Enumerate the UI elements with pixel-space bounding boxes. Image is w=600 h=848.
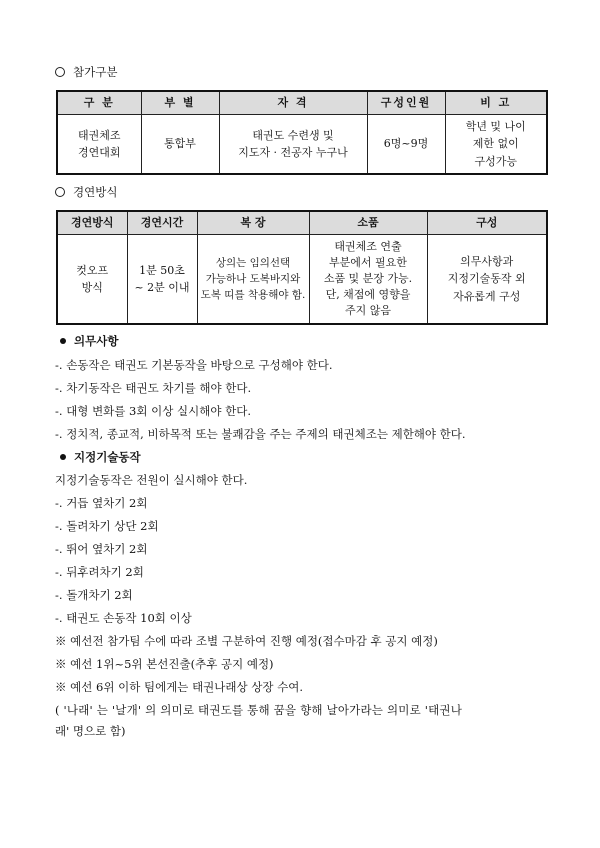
header-cell: 소품 bbox=[309, 211, 427, 235]
list-item: -. 거듭 옆차기 2회 bbox=[55, 496, 148, 510]
props-cell bbox=[309, 235, 427, 325]
table-header-row bbox=[57, 211, 547, 235]
cell-line: 자유롭게 구성 bbox=[453, 289, 521, 303]
list-item: -. 뛰어 옆차기 2회 bbox=[55, 542, 148, 556]
cell-line: 태권도 수련생 및 bbox=[252, 128, 334, 142]
cell-line: 제한 없이 bbox=[472, 137, 519, 151]
header-cell: 구성인원 bbox=[367, 91, 445, 115]
section-title: 참가구분 bbox=[73, 65, 118, 79]
section-method-heading bbox=[55, 184, 117, 200]
cell-line: 구성가능 bbox=[474, 154, 517, 168]
members-cell: 6명~9명 bbox=[367, 115, 445, 175]
cell-line: 도복 띠를 착용해야 함. bbox=[200, 289, 306, 302]
list-item: -. 돌려차기 상단 2회 bbox=[55, 519, 159, 533]
method-cell bbox=[57, 235, 127, 325]
header-cell: 복 장 bbox=[197, 211, 309, 235]
cell-line: 학년 및 나이 bbox=[465, 120, 526, 134]
header-cell: 구 분 bbox=[57, 91, 141, 115]
cell-line: 단, 채점에 영향을 bbox=[325, 287, 411, 301]
bullet-icon bbox=[60, 454, 66, 460]
cell-line: 경연대회 bbox=[77, 146, 121, 159]
list-item: -. 돌개차기 2회 bbox=[55, 588, 133, 602]
list-item: -. 뒤후려차기 2회 bbox=[55, 565, 144, 579]
cell-line: 컷오프 bbox=[76, 263, 109, 277]
header-cell: 비 고 bbox=[445, 91, 547, 115]
list-item: -. 차기동작은 태권도 차기를 해야 한다. bbox=[55, 381, 252, 395]
section-title: 경연방식 bbox=[73, 185, 118, 199]
cell-line: 소품 및 분장 가능. bbox=[323, 272, 413, 286]
list-item: -. 태권도 손동작 10회 이상 bbox=[55, 611, 192, 625]
cell-line: 부분에서 필요한 bbox=[329, 256, 407, 270]
cell-line: 방식 bbox=[81, 281, 103, 294]
note-line: ※ 예선 6위 이하 팀에게는 태권나래상 상장 수여. bbox=[55, 680, 304, 694]
header-cell: 경연시간 bbox=[127, 211, 197, 235]
attire-cell bbox=[197, 235, 309, 325]
mandatory-heading bbox=[60, 333, 118, 349]
composition-cell bbox=[427, 235, 547, 325]
circle-bullet-icon bbox=[55, 187, 65, 197]
header-cell: 구성 bbox=[427, 211, 547, 235]
method-table bbox=[56, 210, 548, 325]
list-item: -. 대형 변화를 3회 이상 실시해야 한다. bbox=[55, 404, 251, 418]
cell-line: 의무사항과 bbox=[460, 255, 514, 269]
division-cell: 통합부 bbox=[141, 115, 219, 175]
section-participation-heading bbox=[55, 64, 117, 80]
heading-text: 의무사항 bbox=[74, 334, 119, 348]
note-line: ※ 예선전 참가팀 수에 따라 조별 구분하여 진행 예정(접수마감 후 공지 예정) bbox=[55, 634, 438, 648]
time-cell bbox=[127, 235, 197, 325]
note-line: ※ 예선 1위~5위 본선진출(추후 공지 예정) bbox=[55, 657, 274, 671]
header-cell: 자 격 bbox=[219, 91, 367, 115]
intro-text: 지정기술동작은 전원이 실시해야 한다. bbox=[55, 473, 248, 487]
qualification-cell bbox=[219, 115, 367, 175]
table-header-row bbox=[57, 91, 547, 115]
cell-line: 지정기술동작 외 bbox=[447, 272, 526, 286]
category-cell bbox=[57, 115, 141, 175]
cell-line: 가능하나 도복바지와 bbox=[205, 272, 301, 285]
cell-line: 지도자 · 전공자 누구나 bbox=[238, 146, 348, 159]
header-cell: 경연방식 bbox=[57, 211, 127, 235]
designated-heading bbox=[60, 449, 141, 465]
table-row bbox=[57, 235, 547, 325]
cell-line: 주지 않음 bbox=[344, 303, 391, 317]
footnote-line: 래' 명으로 함) bbox=[55, 724, 126, 738]
cell-line: 태권체조 bbox=[77, 128, 121, 142]
heading-text: 지정기술동작 bbox=[74, 450, 141, 464]
bullet-icon bbox=[60, 338, 66, 344]
circle-bullet-icon bbox=[55, 67, 65, 77]
cell-line: 상의는 임의선택 bbox=[215, 256, 291, 269]
list-item: -. 정치적, 종교적, 비하목적 또는 불쾌감을 주는 주제의 태권체조는 제한해야 한다. bbox=[55, 427, 466, 441]
note-cell bbox=[445, 115, 547, 175]
header-cell: 부 별 bbox=[141, 91, 219, 115]
cell-line: ~ 2분 이내 bbox=[134, 281, 190, 294]
participation-table bbox=[56, 90, 548, 175]
table-row bbox=[57, 115, 547, 175]
list-item: -. 손동작은 태권도 기본동작을 바탕으로 구성해야 한다. bbox=[55, 358, 333, 372]
cell-line: 1분 50초 bbox=[139, 263, 185, 277]
cell-line: 태권체조 연출 bbox=[334, 240, 402, 254]
footnote-line: ( '나래' 는 '날개' 의 의미로 태권도를 통해 꿈을 향해 날아가라는 의미로 '태권나 bbox=[55, 703, 463, 717]
